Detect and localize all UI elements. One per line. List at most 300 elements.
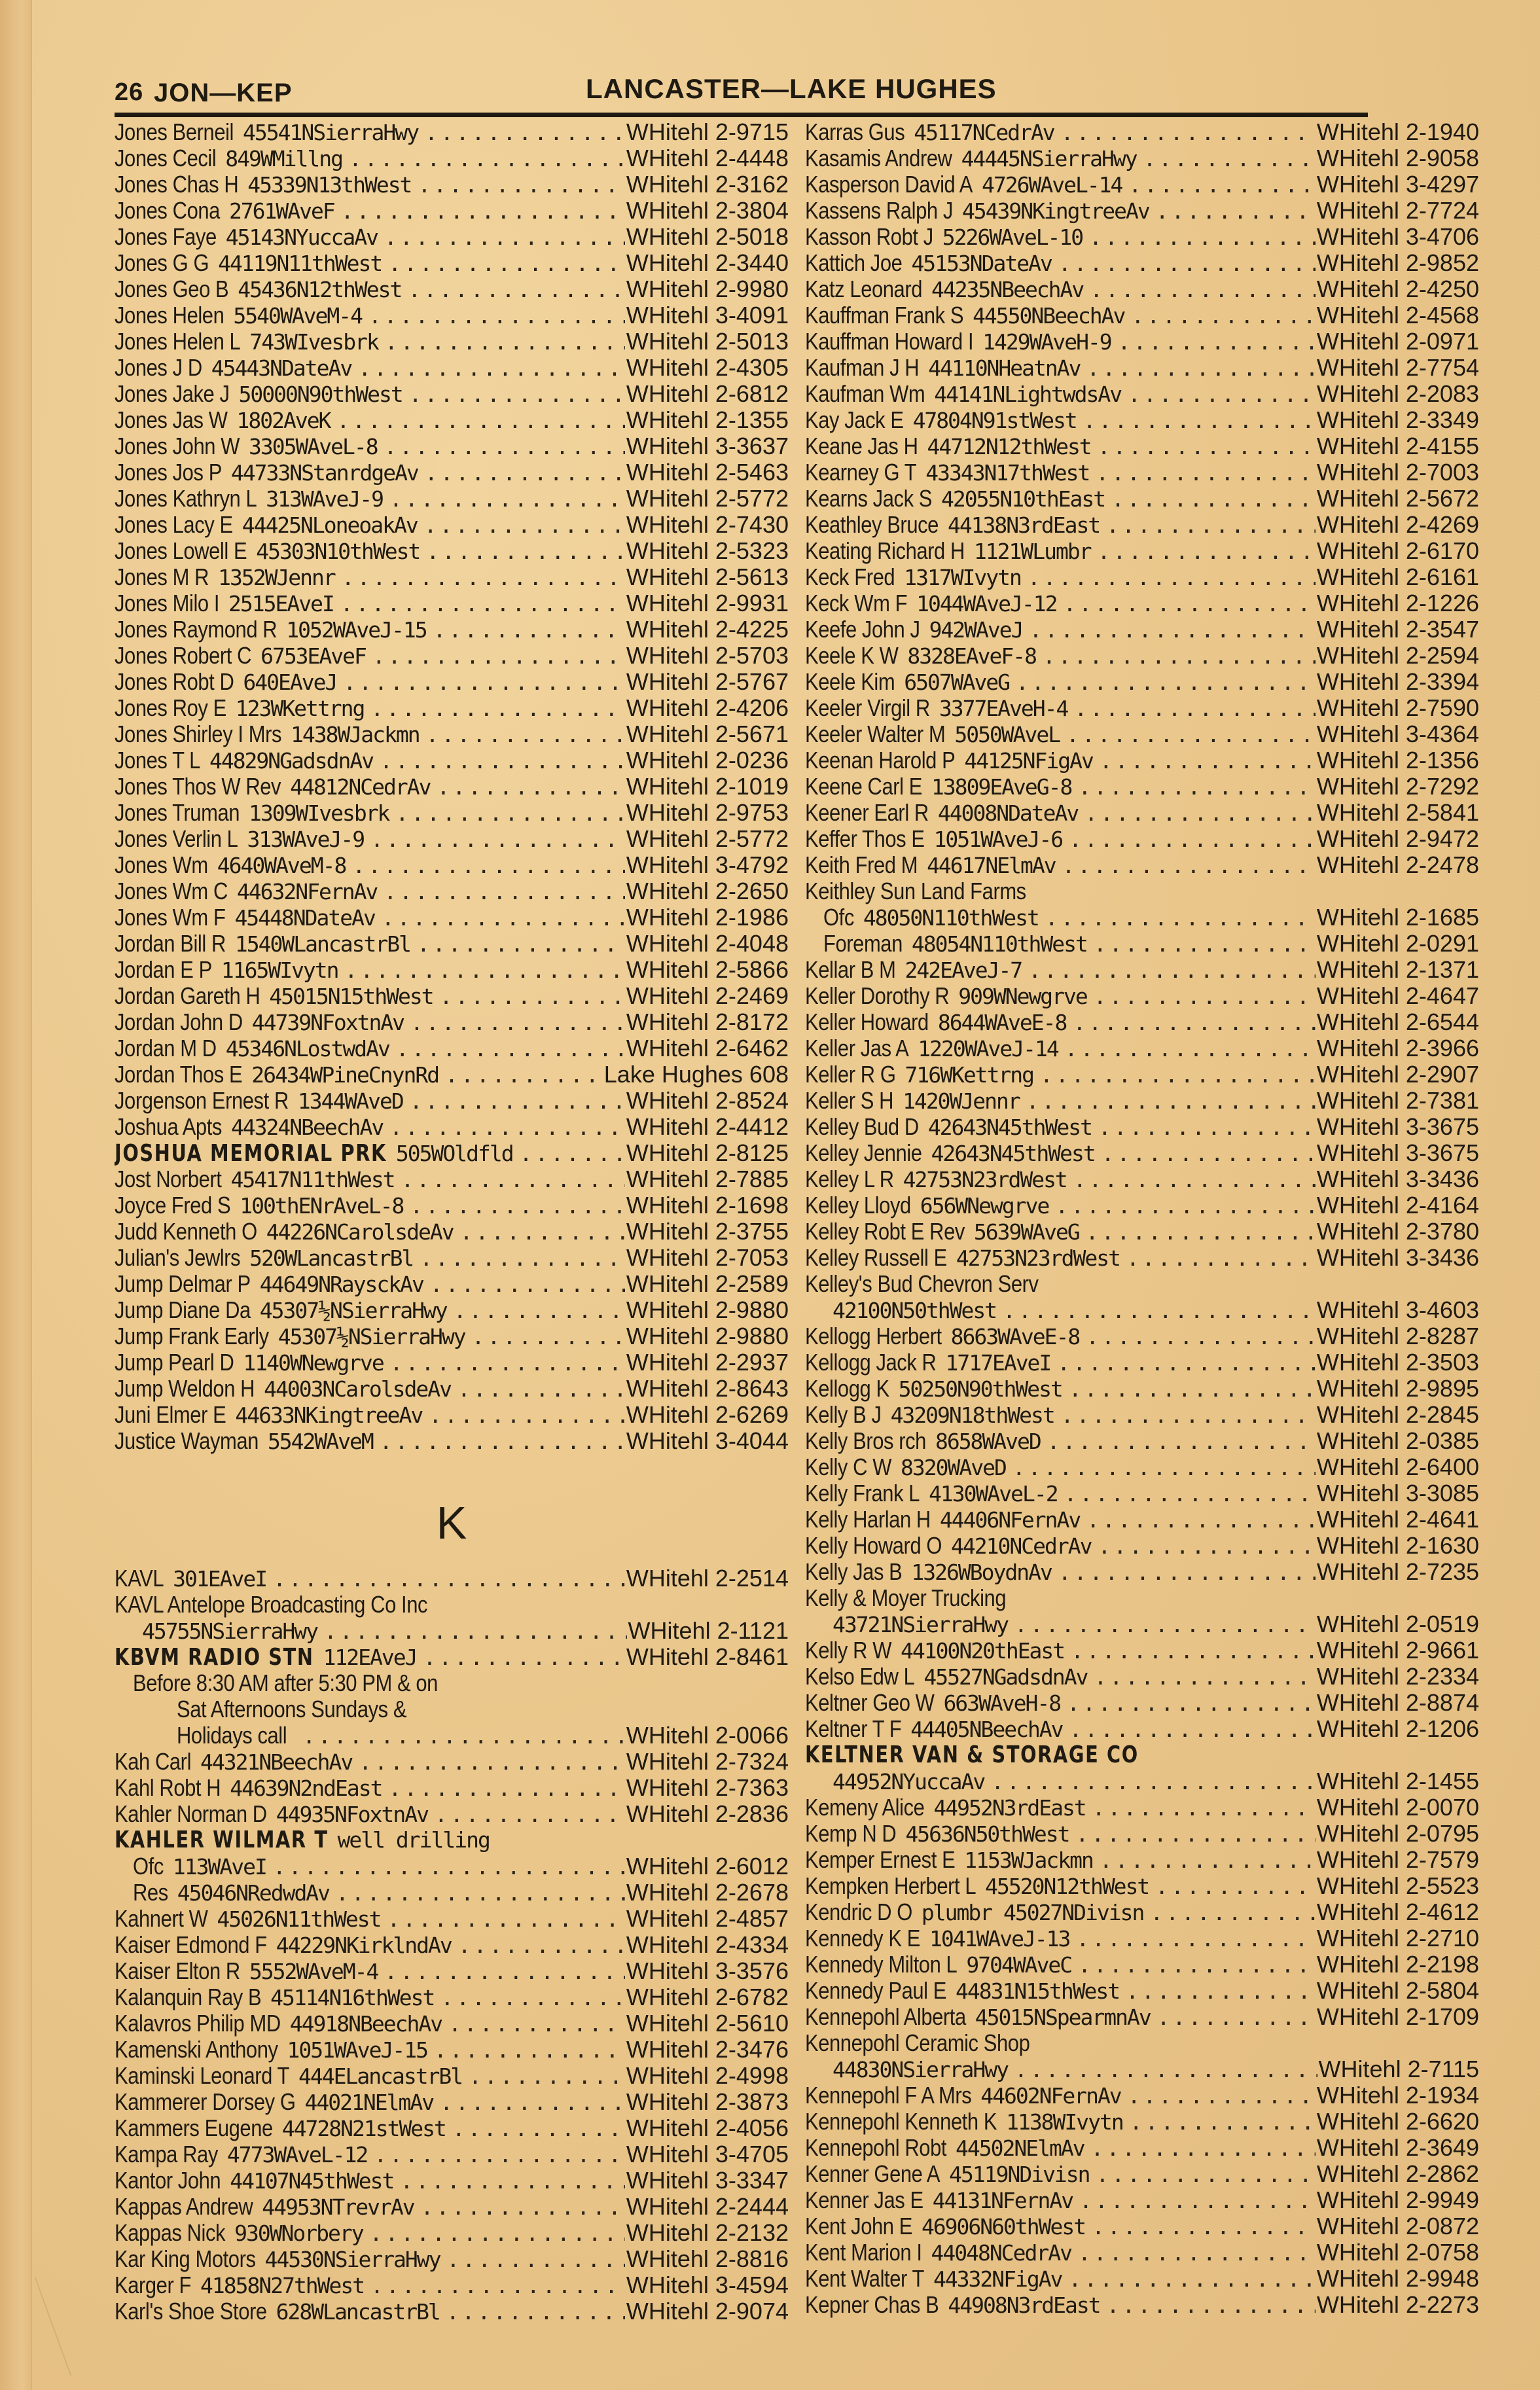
listing-phone: WHitehl 2-5772 — [626, 826, 789, 852]
listing-address: 640EAveJ — [243, 669, 337, 695]
leader-dots — [382, 905, 625, 931]
listing-address: 44739NFoxtnAv — [251, 1010, 404, 1035]
leader-dots — [421, 2194, 625, 2220]
listing-address: 45339N13thWest — [247, 172, 412, 198]
listing-phone: WHitehl 2-2478 — [1316, 852, 1479, 878]
leader-dots — [1086, 1507, 1316, 1533]
listing-address: 5552WAveM-4 — [249, 1959, 378, 1984]
listing-phone: WHitehl 2-2650 — [626, 878, 789, 904]
listing-row — [115, 1801, 789, 1827]
leader-dots — [448, 2011, 625, 2037]
listing-row — [805, 2213, 1479, 2239]
listing-address: 45439NKingtreeAv — [961, 198, 1149, 224]
leader-dots — [380, 748, 625, 774]
listing-name-wrap — [805, 171, 973, 198]
listing-name-wrap — [805, 1323, 942, 1349]
listing-name-wrap — [115, 486, 257, 512]
listing-row — [805, 1297, 1479, 1323]
listing-address: 26434WPineCnynRd — [251, 1062, 439, 1088]
listing-row — [805, 2135, 1479, 2161]
listing-address: 44405NBeechAv — [910, 1717, 1063, 1742]
listing-phone: WHitehl 2-4056 — [626, 2115, 789, 2141]
listing-name: Keating Richard H — [805, 538, 965, 564]
listing-name: Kampa Ray — [115, 2141, 218, 2167]
listing-name-wrap — [115, 774, 281, 800]
listing-address: 1220WAveJ-14 — [918, 1036, 1058, 1061]
listing-name-wrap — [805, 983, 949, 1009]
leader-dots — [388, 1775, 624, 1801]
listing-address: 44003NCarolsdeAv — [264, 1376, 451, 1402]
listing-address: 43343N17thWest — [925, 460, 1090, 486]
listing-name: Jones Kathryn L — [115, 486, 257, 512]
listing-name-wrap — [805, 826, 925, 852]
listing-row — [115, 1827, 789, 1853]
listing-name: Kah Carl — [115, 1749, 192, 1775]
listing-address: 42100N50thWest — [833, 1298, 997, 1323]
listing-name: Joshua Apts — [115, 1114, 222, 1140]
leader-dots — [1128, 382, 1316, 407]
listing-name-wrap — [805, 119, 904, 145]
listing-name: Keller S H — [805, 1088, 894, 1114]
listing-phone: WHitehl 2-1934 — [1316, 2082, 1479, 2109]
listing-name: Jones Cona — [115, 198, 220, 224]
leader-dots — [1074, 696, 1315, 721]
listing-address: 656WNewgrve — [920, 1193, 1049, 1219]
listing-row — [805, 1533, 1479, 1559]
leader-dots — [1092, 1795, 1316, 1821]
listing-address: 313WAveJ-9 — [266, 486, 383, 512]
listing-name: Jones Helen — [115, 302, 224, 329]
listing-phone: WHitehl 2-0070 — [1316, 1794, 1479, 1821]
listing-row — [115, 1166, 789, 1192]
listing-name: Kelly B J — [805, 1402, 882, 1428]
listing-address: 301EAveI — [173, 1566, 267, 1592]
listing-row — [115, 1696, 789, 1722]
leader-dots — [336, 408, 624, 433]
listing-name: Jones Faye — [115, 224, 217, 250]
listing-row — [805, 433, 1479, 459]
listing-row — [115, 407, 789, 433]
listing-phone: WHitehl 2-2273 — [1316, 2292, 1479, 2318]
listing-name-wrap — [805, 224, 933, 250]
listing-name-wrap — [805, 1061, 896, 1088]
listing-row — [805, 2292, 1479, 2318]
leader-dots — [372, 643, 625, 669]
listing-row — [115, 1618, 789, 1644]
listing-name-wrap — [115, 145, 216, 171]
listing-name-wrap — [805, 564, 895, 590]
leader-dots — [387, 1906, 625, 1932]
listing-name-wrap — [805, 1009, 929, 1035]
listing-name-wrap — [115, 1428, 259, 1454]
listing-name: Kemp N D — [805, 1821, 897, 1847]
listing-name: Kellar B M — [805, 957, 896, 983]
listing-address: 849WMillng — [225, 146, 342, 171]
listing-name-wrap — [805, 1978, 946, 2004]
leader-dots — [433, 617, 625, 643]
listing-row — [805, 1847, 1479, 1873]
listing-name: Kennedy K E — [805, 1925, 921, 1952]
listing-phone: WHitehl 2-9880 — [626, 1323, 789, 1349]
listing-name-wrap — [115, 983, 260, 1009]
listing-name: Kauffman Frank S — [805, 302, 964, 329]
listing-name-wrap — [805, 1114, 919, 1140]
listing-row — [805, 2030, 1479, 2056]
listing-address: 44829NGadsdnAv — [209, 748, 374, 774]
leader-dots — [1096, 460, 1316, 486]
listing-phone: WHitehl 2-4998 — [626, 2063, 789, 2089]
listing-phone: WHitehl 2-3966 — [1316, 1035, 1479, 1061]
listing-phone: WHitehl 2-2836 — [626, 1801, 789, 1827]
listing-phone: WHitehl 2-7292 — [1316, 774, 1479, 800]
listing-name-wrap — [115, 800, 240, 826]
leader-dots — [991, 1769, 1316, 1794]
listing-phone: WHitehl 3-3436 — [1316, 1245, 1479, 1271]
leader-dots — [1126, 1978, 1316, 2004]
listing-phone: WHitehl 2-1371 — [1316, 957, 1479, 983]
listing-name: Jordan John D — [115, 1009, 243, 1035]
leader-dots — [1094, 984, 1316, 1009]
listing-name-wrap — [805, 1349, 936, 1376]
listing-phone: WHitehl 2-2678 — [626, 1880, 789, 1906]
listing-name: KAHLER WILMAR T — [115, 1827, 329, 1853]
listing-address: 45755NSierraHwy — [142, 1618, 318, 1644]
leader-dots — [435, 1802, 625, 1827]
listing-address: 8644WAveE-8 — [937, 1010, 1067, 1035]
listing-row — [805, 1402, 1479, 1428]
listing-name-wrap — [115, 2089, 296, 2115]
leader-dots — [1130, 2109, 1316, 2135]
listing-row — [115, 1035, 789, 1061]
listing-name: Kelley Lloyd — [805, 1192, 911, 1219]
listing-name: Judd Kenneth O — [115, 1219, 257, 1245]
listing-address: 45015NSpearmnAv — [975, 2005, 1151, 2030]
listing-address: 5226WAveL-10 — [942, 224, 1083, 250]
listing-phone: WHitehl 2-6400 — [1316, 1454, 1479, 1480]
listing-address: 45046NRedwdAv — [177, 1880, 330, 1906]
listing-phone: WHitehl 2-0795 — [1316, 1821, 1479, 1847]
listing-name: Kent Marion I — [805, 2239, 922, 2266]
listing-phone: WHitehl 2-3349 — [1316, 407, 1479, 433]
listing-phone: WHitehl 2-9948 — [1316, 2266, 1479, 2292]
leader-dots — [400, 2168, 625, 2194]
listing-phone: WHitehl 2-5672 — [1316, 486, 1479, 512]
listing-row — [805, 1821, 1479, 1847]
listing-name-wrap — [115, 250, 209, 276]
listing-name-wrap — [805, 2004, 966, 2030]
listing-name-wrap — [805, 774, 922, 800]
leader-dots — [342, 565, 625, 590]
listing-phone: WHitehl 2-9880 — [626, 1297, 789, 1323]
leader-dots — [1014, 2057, 1317, 2082]
listing-phone: WHitehl 2-7590 — [1316, 695, 1479, 721]
listing-name-wrap — [805, 1507, 931, 1533]
listing-row — [805, 276, 1479, 302]
listing-name: Kelley Russell E — [805, 1245, 947, 1271]
leader-dots — [396, 1036, 625, 1061]
listing-name: Keane Jas H — [805, 433, 918, 459]
listing-address: 44733NStanrdgeAv — [230, 460, 418, 486]
listing-address: 44502NElmAv — [956, 2135, 1084, 2161]
listing-row — [115, 329, 789, 355]
listing-name: Kepner Chas B — [805, 2292, 939, 2318]
listing-phone: WHitehl 2-3394 — [1316, 669, 1479, 695]
listing-phone: WHitehl 2-3503 — [1316, 1349, 1479, 1376]
listing-name-wrap — [805, 1637, 891, 1664]
listing-name: Keene Carl E — [805, 774, 922, 800]
listing-address: 42643N45thWest — [927, 1115, 1092, 1140]
listing-phone: WHitehl 2-6812 — [626, 381, 789, 407]
listing-row — [805, 2266, 1479, 2292]
listing-address: 5540WAveM-4 — [233, 303, 362, 329]
listing-row — [115, 747, 789, 774]
listing-row — [115, 931, 789, 957]
listing-address: 44107N45thWest — [230, 2168, 394, 2194]
left-entries-k — [115, 1565, 789, 2325]
listing-address: 3377EAveH-4 — [939, 696, 1068, 721]
listing-row — [805, 2109, 1479, 2135]
listing-row — [805, 2004, 1479, 2030]
listing-phone: WHitehl 2-7430 — [626, 512, 789, 538]
listing-row — [805, 1271, 1479, 1297]
listing-name-wrap — [805, 616, 920, 643]
listing-address: 45346NLostwdAv — [225, 1036, 389, 1061]
listing-address: 1044WAveJ-12 — [916, 591, 1057, 616]
section-letter-k: K — [436, 1497, 467, 1548]
listing-row — [805, 931, 1479, 957]
listing-name-wrap — [805, 800, 929, 826]
listing-name: Jost Norbert — [115, 1166, 222, 1192]
leader-dots — [1040, 1062, 1316, 1088]
listing-name: KELTNER VAN & STORAGE CO — [805, 1742, 1139, 1768]
listing-phone: Lake Hughes 608 — [603, 1061, 789, 1088]
listing-row — [805, 145, 1479, 171]
listing-name-wrap — [115, 538, 247, 564]
listing-phone: WHitehl 2-1355 — [626, 407, 789, 433]
listing-name: Keller Dorothy R — [805, 983, 950, 1009]
listing-row — [115, 616, 789, 643]
listing-address: 4130WAveL-2 — [929, 1481, 1058, 1507]
leader-dots — [440, 984, 625, 1009]
leader-dots — [458, 1933, 625, 1958]
listing-name-wrap — [115, 1376, 255, 1402]
listing-phone: WHitehl 2-8172 — [626, 1009, 789, 1035]
listing-address: 1165WIvytn — [221, 957, 338, 983]
listing-name: Kaufman Wm — [805, 381, 925, 407]
listing-phone: WHitehl 2-0291 — [1316, 931, 1479, 957]
listing-row — [805, 721, 1479, 747]
listing-address: 44953NTrevrAv — [262, 2194, 414, 2220]
listing-name-wrap — [805, 1140, 922, 1166]
listing-name-wrap — [115, 329, 240, 355]
listing-address: 44100N20thEast — [901, 1638, 1065, 1664]
listing-address: 44952N3rdEast — [933, 1795, 1086, 1821]
listing-name-wrap — [115, 669, 234, 695]
leader-dots — [420, 1245, 625, 1271]
leader-dots — [343, 669, 625, 695]
leader-dots — [1071, 1638, 1316, 1664]
listing-row — [805, 1192, 1479, 1219]
listing-row — [805, 695, 1479, 721]
leader-dots — [447, 2247, 625, 2272]
listing-phone: WHitehl 3-4091 — [626, 302, 789, 329]
listing-address: 44131NFernAv — [932, 2188, 1073, 2213]
leader-dots — [352, 853, 625, 878]
listing-phone: WHitehl 2-3804 — [626, 198, 789, 224]
listing-address: 2761WAveF — [228, 198, 334, 224]
listing-name-wrap — [115, 957, 212, 983]
leader-dots — [408, 277, 624, 302]
listing-row — [115, 1323, 789, 1349]
page-header — [115, 73, 1345, 113]
listing-row — [805, 1716, 1479, 1742]
listing-name-wrap — [115, 1245, 240, 1271]
leader-dots — [384, 1959, 624, 1984]
listing-row — [805, 1507, 1479, 1533]
listing-address: 42753N23rdWest — [903, 1167, 1067, 1192]
listing-name-wrap — [115, 224, 217, 250]
listing-address: 44332NFigAv — [933, 2266, 1062, 2292]
listing-row — [115, 1114, 789, 1140]
listing-name: Jones M R — [115, 564, 209, 590]
leader-dots — [1064, 591, 1316, 616]
listing-address: 6507WAveG — [904, 669, 1010, 695]
listing-name: Karras Gus — [805, 119, 905, 145]
listing-name: Keefe John J — [805, 616, 920, 643]
leader-dots — [390, 1350, 625, 1376]
listing-row — [805, 119, 1479, 145]
leader-dots — [1156, 198, 1316, 224]
listing-phone: WHitehl 2-7115 — [1318, 2056, 1479, 2082]
leader-dots — [1016, 669, 1316, 695]
listing-address: 1352WJennr — [218, 565, 335, 590]
listing-name: Jones G G — [115, 250, 209, 276]
listing-name-wrap — [805, 2239, 922, 2266]
listing-name: Jump Diane Da — [115, 1297, 251, 1323]
listing-phone: WHitehl 3-4792 — [626, 852, 789, 878]
listing-name-wrap — [805, 1245, 947, 1271]
listing-name-wrap — [805, 2266, 924, 2292]
leader-dots — [1062, 853, 1316, 878]
listing-address: 2515EAveI — [228, 591, 334, 616]
listing-row — [805, 1009, 1479, 1035]
listing-row — [115, 1958, 789, 1984]
listing-address: 44119N11thWest — [218, 251, 382, 276]
listing-phone: WHitehl 2-0872 — [1316, 2213, 1479, 2239]
listing-name: Foreman — [823, 931, 903, 957]
listing-address: 44425NLoneoakAv — [242, 512, 418, 538]
listing-address: 444ELancastrBl — [298, 2063, 463, 2089]
listing-address: 5542WAveM — [267, 1429, 373, 1454]
listing-name: Keltner T F — [805, 1716, 902, 1742]
leader-dots — [1155, 1874, 1316, 1899]
listing-address: 44550NBeechAv — [973, 303, 1125, 329]
listing-name: Kaiser Edmond F — [115, 1932, 267, 1958]
listing-address: 628WLancastrBl — [276, 2299, 440, 2325]
listing-name-wrap — [805, 1219, 965, 1245]
listing-phone: WHitehl 3-3637 — [626, 433, 789, 459]
listing-address: 46906N60thWest — [921, 2214, 1086, 2239]
listing-address: 45443NDateAv — [211, 355, 352, 381]
listing-row — [115, 2141, 789, 2167]
listing-address: 1309WIvesbrk — [249, 800, 389, 826]
listing-phone: WHitehl 2-7235 — [1316, 1559, 1479, 1585]
listing-name-wrap — [115, 1061, 242, 1088]
listing-address: 44141NLightwdsAv — [934, 382, 1122, 407]
listing-name-wrap — [115, 1114, 222, 1140]
leader-dots — [1118, 329, 1316, 355]
listing-phone: WHitehl 2-2083 — [1316, 381, 1479, 407]
listing-name-wrap — [177, 1722, 287, 1749]
listing-phone: WHitehl 2-7885 — [626, 1166, 789, 1192]
listing-phone: WHitehl 2-7324 — [626, 1749, 789, 1775]
leader-dots — [384, 224, 625, 250]
listing-phone: WHitehl 2-1986 — [626, 904, 789, 931]
listing-name: Kennepohl Kenneth K — [805, 2109, 997, 2135]
listing-address: 42643N45thWest — [931, 1141, 1095, 1166]
leader-dots — [1098, 434, 1316, 459]
listing-name: Jones Truman — [115, 800, 240, 826]
listing-name: Kelley Robt E Rev — [805, 1219, 965, 1245]
listing-phone: WHitehl 2-6161 — [1316, 564, 1479, 590]
left-column — [115, 119, 789, 2325]
listing-name: Jones Jas W — [115, 407, 228, 433]
listing-row — [115, 2246, 789, 2272]
listing-phone: WHitehl 2-5703 — [626, 643, 789, 669]
listing-address: 44712N12thWest — [927, 434, 1091, 459]
listing-address: 112EAveJ — [323, 1645, 417, 1670]
leader-dots — [445, 1062, 603, 1088]
listing-address: 50250N90thWest — [898, 1376, 1062, 1402]
listing-name: Kelly Bros rch — [805, 1428, 926, 1454]
listing-name-wrap — [115, 355, 202, 381]
listing-name-wrap — [805, 1690, 934, 1716]
leader-dots — [410, 1193, 624, 1219]
listing-phone: WHitehl 2-9472 — [1316, 826, 1479, 852]
listing-name: Kelley's Bud Chevron Serv — [805, 1271, 1039, 1297]
listing-address: plumbr 45027NDivisn — [921, 1900, 1144, 1925]
listing-row — [805, 669, 1479, 695]
listing-row — [805, 1585, 1479, 1611]
listing-row — [115, 1245, 789, 1271]
listing-address: 1540WLancastrBl — [234, 931, 410, 957]
leader-dots — [1096, 2162, 1316, 2187]
listing-address: 6753EAveF — [260, 643, 366, 669]
listing-name-wrap — [115, 1645, 314, 1670]
listing-address: 44048NCedrAv — [931, 2240, 1071, 2266]
leader-dots — [359, 1749, 625, 1775]
listing-phone: WHitehl 2-5610 — [626, 2010, 789, 2037]
leader-dots — [409, 382, 625, 407]
leader-dots — [1058, 251, 1316, 276]
listing-row — [115, 119, 789, 145]
listing-name-wrap — [805, 1664, 914, 1690]
listing-name: Kappas Nick — [115, 2220, 226, 2246]
listing-name-wrap — [115, 1088, 289, 1114]
leader-dots — [324, 1618, 627, 1644]
leader-dots — [1073, 1010, 1315, 1035]
leader-dots — [1128, 172, 1315, 198]
listing-name: Kent John E — [805, 2213, 912, 2239]
listing-row — [115, 171, 789, 198]
listing-name-wrap — [115, 2194, 253, 2220]
listing-name-wrap — [115, 2167, 221, 2194]
listing-address: 1344WAveD — [297, 1088, 403, 1114]
listing-row — [805, 1480, 1479, 1507]
listing-name-wrap — [115, 1932, 267, 1958]
listing-name: Keenan Harold P — [805, 747, 956, 774]
listing-row — [115, 878, 789, 904]
